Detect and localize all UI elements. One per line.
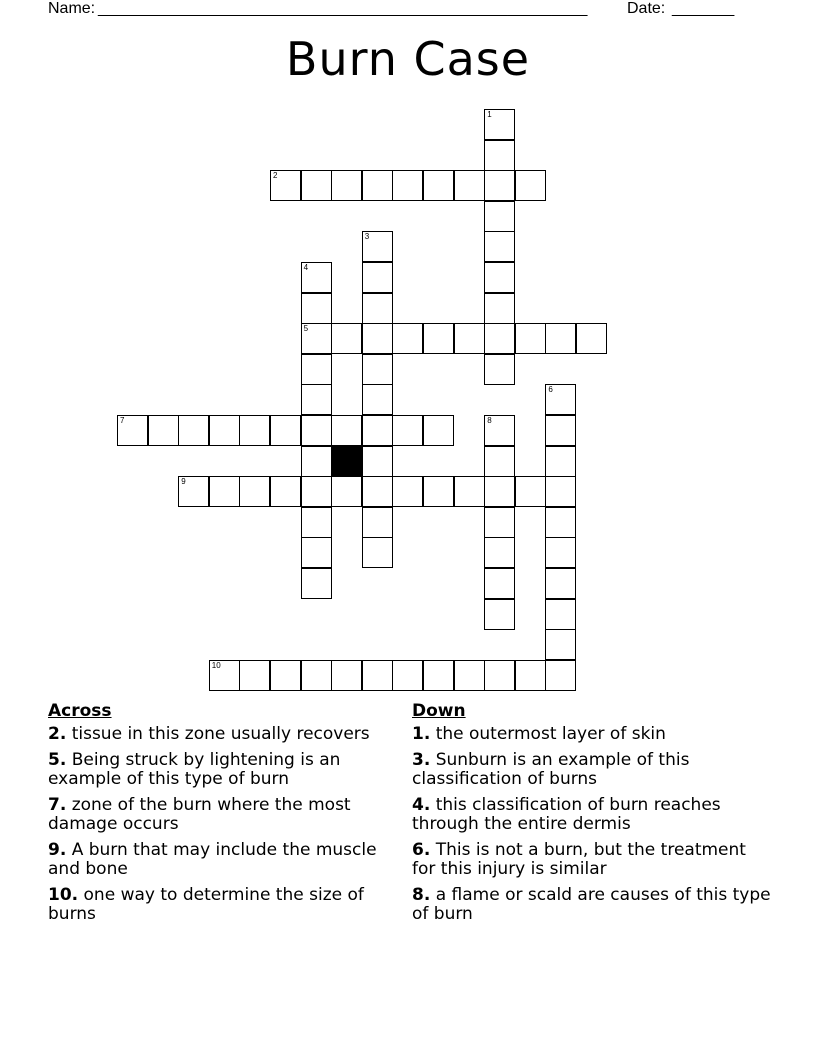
grid-cell[interactable] — [545, 446, 576, 477]
clue-down-6: 6. This is not a burn, but the treatment for this injury is similar — [412, 840, 746, 879]
grid-cell[interactable] — [545, 476, 576, 507]
date-label: Date: — [627, 0, 666, 17]
clue-number: 2 — [273, 171, 278, 181]
grid-cell[interactable] — [331, 415, 362, 446]
grid-cell[interactable] — [301, 170, 332, 201]
grid-cell[interactable] — [331, 170, 362, 201]
grid-cell[interactable] — [178, 415, 209, 446]
grid-cell[interactable] — [515, 660, 546, 691]
grid-cell[interactable] — [392, 415, 423, 446]
grid-cell[interactable] — [484, 446, 515, 477]
grid-cell[interactable] — [301, 660, 332, 691]
black-cell — [331, 446, 362, 477]
grid-cell[interactable] — [484, 293, 515, 324]
date-blank[interactable]: _______ — [672, 0, 735, 17]
grid-cell[interactable] — [454, 660, 485, 691]
grid-cell[interactable] — [301, 446, 332, 477]
grid-cell[interactable] — [117, 415, 148, 446]
clue-number: 8 — [487, 416, 492, 425]
grid-cell[interactable] — [209, 415, 240, 446]
grid-cell[interactable] — [362, 170, 393, 201]
grid-cell[interactable] — [515, 170, 546, 201]
grid-cell[interactable] — [545, 415, 576, 446]
grid-cell[interactable] — [484, 323, 515, 354]
grid-cell[interactable] — [484, 262, 515, 293]
grid-cell[interactable] — [362, 354, 393, 385]
grid-cell[interactable] — [301, 262, 332, 293]
grid-cell[interactable] — [392, 170, 423, 201]
grid-cell[interactable] — [148, 415, 179, 446]
grid-cell[interactable] — [545, 629, 576, 660]
clue-number: 10 — [211, 660, 221, 670]
puzzle-title: Burn Case — [285, 32, 531, 86]
grid-cell[interactable] — [362, 293, 393, 324]
across-clues — [48, 702, 398, 931]
grid-cell[interactable] — [423, 170, 454, 201]
grid-cell[interactable] — [423, 660, 454, 691]
grid-cell[interactable] — [209, 476, 240, 507]
grid-cell[interactable] — [362, 323, 393, 354]
grid-cell[interactable] — [484, 599, 515, 630]
grid-cell[interactable] — [301, 476, 332, 507]
grid-cell[interactable] — [270, 660, 301, 691]
grid-cell[interactable] — [484, 476, 515, 507]
grid-cell[interactable] — [301, 537, 332, 568]
grid-cell[interactable] — [362, 507, 393, 538]
grid-cell[interactable] — [301, 415, 332, 446]
grid-cell[interactable] — [270, 170, 301, 201]
grid-cell[interactable] — [301, 293, 332, 324]
clue-down-4: 4. this classification of burn reaches through the entire dermis — [412, 795, 721, 834]
header-line — [48, 0, 748, 20]
grid-cell[interactable] — [484, 415, 515, 446]
grid-cell[interactable] — [545, 384, 576, 415]
grid-cell[interactable] — [545, 599, 576, 630]
grid-cell[interactable] — [484, 140, 515, 171]
grid-cell[interactable] — [331, 323, 362, 354]
grid-cell[interactable] — [545, 323, 576, 354]
grid-cell[interactable] — [301, 568, 332, 599]
grid-cell[interactable] — [423, 476, 454, 507]
grid-cell[interactable] — [454, 323, 485, 354]
grid-cell[interactable] — [423, 415, 454, 446]
grid-cell[interactable] — [484, 201, 515, 232]
grid-cell[interactable] — [423, 323, 454, 354]
down-heading: Down — [412, 701, 466, 721]
clue-across-2: 2. tissue in this zone usually recovers — [48, 724, 370, 744]
grid-cell[interactable] — [484, 507, 515, 538]
grid-cell[interactable] — [362, 384, 393, 415]
grid-cell[interactable] — [209, 660, 240, 691]
grid-cell[interactable] — [576, 323, 607, 354]
grid-cell[interactable] — [392, 476, 423, 507]
grid-cell[interactable] — [545, 507, 576, 538]
grid-cell[interactable] — [515, 476, 546, 507]
clue-number: 4 — [303, 263, 309, 272]
grid-cell[interactable] — [270, 415, 301, 446]
grid-cell[interactable] — [545, 568, 576, 599]
down-clues — [412, 702, 772, 931]
grid-cell[interactable] — [484, 537, 515, 568]
grid-cell[interactable] — [239, 415, 270, 446]
grid-cell[interactable] — [331, 660, 362, 691]
clue-across-10: 10. one way to determine the size of burns — [48, 885, 364, 924]
grid-cell[interactable] — [362, 537, 393, 568]
grid-cell[interactable] — [301, 354, 332, 385]
grid-cell[interactable] — [484, 231, 515, 262]
grid-cell[interactable] — [362, 446, 393, 477]
grid-cell[interactable] — [239, 476, 270, 507]
grid-cell[interactable] — [301, 323, 332, 354]
clue-across-9: 9. A burn that may include the muscle and bone — [48, 840, 377, 879]
grid-cell[interactable] — [331, 476, 362, 507]
clue-down-3: 3. Sunburn is an example of this classification of burns — [412, 750, 690, 789]
clue-number: 7 — [120, 416, 125, 425]
name-label: Name: — [48, 0, 96, 17]
grid-cell[interactable] — [545, 537, 576, 568]
grid-cell[interactable] — [178, 476, 209, 507]
clue-down-1: 1. the outermost layer of skin — [412, 724, 666, 744]
grid-cell[interactable] — [545, 660, 576, 691]
grid-cell[interactable] — [484, 109, 515, 140]
clue-across-5: 5. Being struck by lightening is an example of this type of burn — [48, 750, 341, 789]
grid-cell[interactable] — [454, 170, 485, 201]
grid-cell[interactable] — [484, 660, 515, 691]
grid-cell[interactable] — [362, 476, 393, 507]
across-heading: Across — [48, 701, 112, 721]
grid-cell[interactable] — [239, 660, 270, 691]
clue-number: 1 — [487, 110, 492, 119]
grid-cell[interactable] — [362, 660, 393, 691]
clue-number: 3 — [364, 232, 370, 242]
clue-down-8: 8. a flame or scald are causes of this type of burn — [412, 885, 771, 924]
grid-cell[interactable] — [301, 507, 332, 538]
grid-cell[interactable] — [362, 231, 393, 262]
clue-across-7: 7. zone of the burn where the most damage occurs — [48, 795, 351, 834]
grid-cell[interactable] — [484, 568, 515, 599]
clue-number: 6 — [548, 385, 553, 395]
grid-cell[interactable] — [301, 384, 332, 415]
grid-cell[interactable] — [454, 476, 485, 507]
grid-cell[interactable] — [270, 476, 301, 507]
grid-cell[interactable] — [392, 323, 423, 354]
grid-cell[interactable] — [484, 354, 515, 385]
clue-number: 5 — [303, 324, 309, 334]
grid-cell[interactable] — [362, 262, 393, 293]
grid-cell[interactable] — [392, 660, 423, 691]
grid-cell[interactable] — [515, 323, 546, 354]
grid-cell[interactable] — [362, 415, 393, 446]
grid-cell[interactable] — [484, 170, 515, 201]
name-blank[interactable]: _______________________________________________________ — [98, 0, 588, 17]
clue-number: 9 — [181, 477, 186, 487]
